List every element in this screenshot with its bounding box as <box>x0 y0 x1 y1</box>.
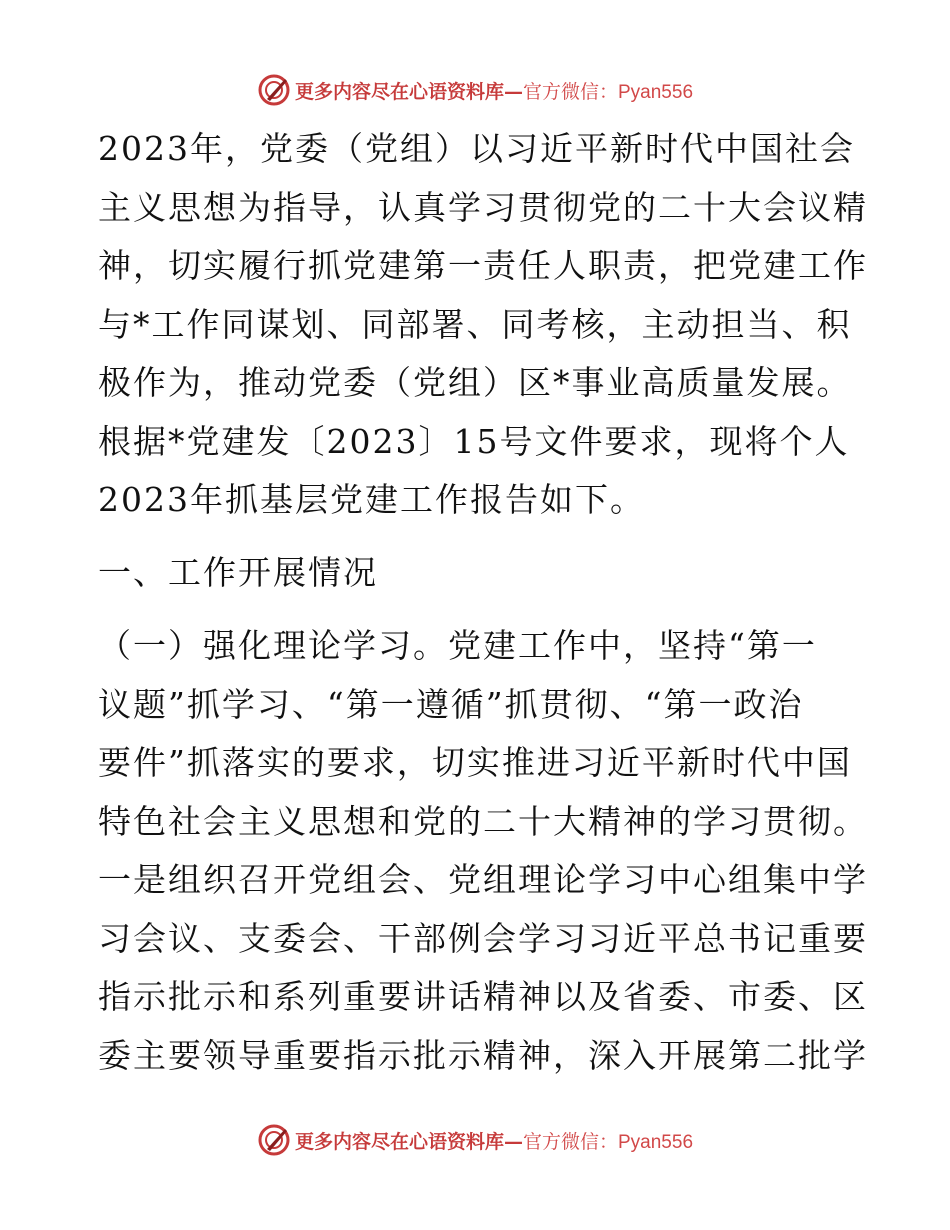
text-line: 根据*党建发〔2023〕15号文件要求，现将个人 <box>98 421 850 461</box>
text-line: 特色社会主义思想和党的二十大精神的学习贯彻。 <box>98 801 868 841</box>
text-line: 2023年抓基层党建工作报告如下。 <box>98 480 645 519</box>
text-line: 与*工作同谋划、同部署、同考核，主动担当、积 <box>98 304 852 344</box>
text-line: 议题”抓学习、“第一遵循”抓贯彻、“第一政治 <box>98 684 804 724</box>
header-banner <box>0 70 950 110</box>
text-line: 指示批示和系列重要讲话精神以及省委、市委、区 <box>98 977 868 1016</box>
footer-banner <box>0 1120 950 1160</box>
text-line: 习会议、支委会、干部例会学习习近平总书记重要 <box>98 918 868 958</box>
heading-text: 一、工作开展情况 <box>98 553 378 592</box>
text-line: 委主要领导重要指示批示精神，深入开展第二批学 <box>98 1035 868 1075</box>
text-line: 一是组织召开党组会、党组理论学习中心组集中学 <box>98 860 868 899</box>
text-line: 要件”抓落实的要求，切实推进习近平新时代中国 <box>98 743 852 782</box>
intro-paragraph <box>98 120 868 530</box>
text-line: 主义思想为指导，认真学习贯彻党的二十大会议精 <box>98 187 868 227</box>
footer-text: 更多内容尽在心语资料库—官方微信：Pyan556 <box>294 1130 694 1153</box>
section-heading <box>98 544 858 603</box>
text-line: （一）强化理论学习。党建工作中，坚持“第一 <box>98 626 817 665</box>
pen-circle-logo-icon <box>257 73 291 107</box>
text-line: 极作为，推动党委（党组）区*事业高质量发展。 <box>98 363 852 402</box>
pen-circle-logo-icon <box>257 1123 291 1157</box>
section-paragraph <box>98 617 868 1085</box>
text-line: 2023年，党委（党组）以习近平新时代中国社会 <box>98 129 855 168</box>
text-line: 神，切实履行抓党建第一责任人职责，把党建工作 <box>98 246 868 285</box>
header-text: 更多内容尽在心语资料库—官方微信：Pyan556 <box>294 80 694 103</box>
